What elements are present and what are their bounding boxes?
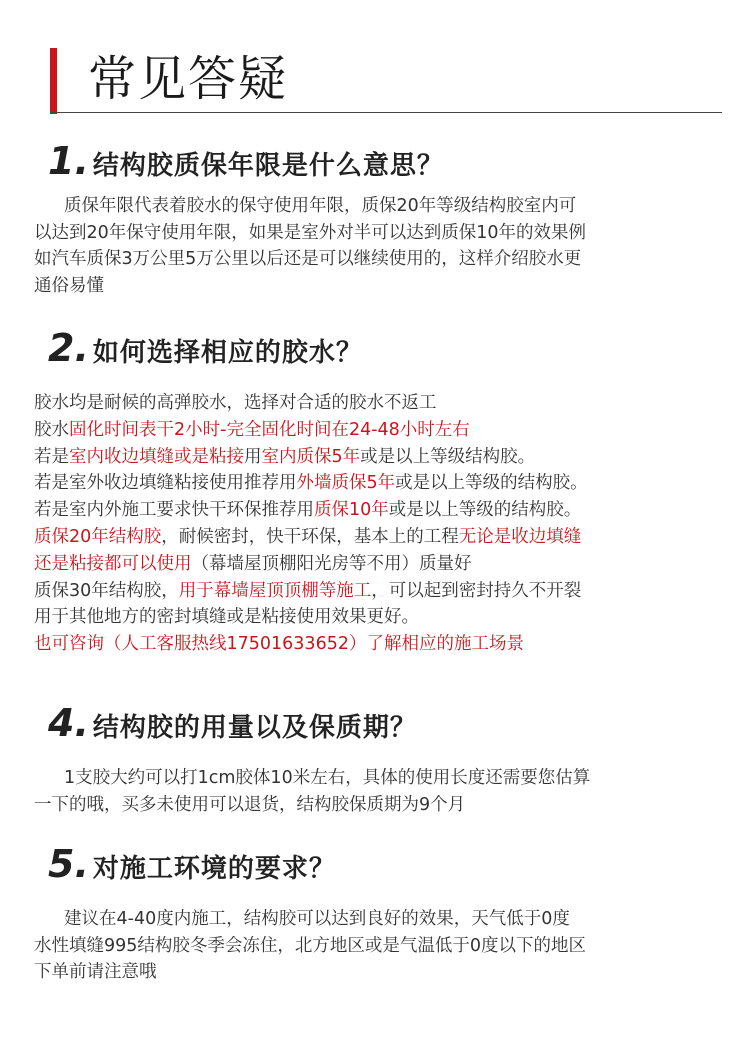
answer-5-line: 建议在4-40度内施工，结构胶可以达到良好的效果，天气低于0度 <box>64 909 570 929</box>
answer-1-line: 如汽车质保3万公里5万公里以后还是可以继续使用的，这样介绍胶水更 <box>34 249 582 269</box>
question-4-number: 4. <box>48 701 89 745</box>
answer-2-text: 质保30年结构胶， <box>34 580 179 601</box>
answer-2-text: 或是以上等级结构胶。 <box>360 446 536 467</box>
answer-2-line <box>34 524 588 551</box>
answer-2-line <box>34 578 588 605</box>
answer-2-highlight: 无论是收边填缝 <box>458 526 582 547</box>
question-4-heading <box>48 701 417 750</box>
answer-2-text: 胶水 <box>34 419 69 440</box>
faq-header <box>50 44 722 114</box>
answer-2-line <box>34 470 588 497</box>
answer-2-line: 用于其他地方的密封填缝或是粘接使用效果更好。 <box>34 607 419 628</box>
header-divider <box>50 112 722 113</box>
answer-1 <box>34 193 586 299</box>
answer-2-highlight: 室内质保5年 <box>261 446 361 467</box>
answer-2-line <box>34 551 588 578</box>
answer-2-highlight: 外墙质保5年 <box>296 473 396 494</box>
hotline-note: 也可咨询（人工客服热线17501633652）了解相应的施工场景 <box>34 634 524 655</box>
answer-2-highlight: 质保20年结构胶 <box>34 526 162 547</box>
answer-2-line <box>34 417 588 444</box>
answer-2-text: 或是以上等级的结构胶。 <box>388 500 582 521</box>
answer-2-text: ，耐候密封，快干环保，基本上的工程 <box>161 526 459 547</box>
answer-2-highlight: 室内收边填缝或是粘接 <box>69 446 244 467</box>
question-5-title: 对施工环境的要求？ <box>92 854 336 884</box>
answer-2-highlight: 质保10年 <box>314 500 389 521</box>
answer-2-text: 用 <box>244 446 262 467</box>
answer-4-line: 一下的哦，买多未使用可以退货，结构胶保质期为9个月 <box>34 794 466 815</box>
answer-2-line <box>34 497 588 524</box>
answer-2-text: ，可以起到密封持久不开裂 <box>371 580 582 601</box>
question-2-number: 2. <box>48 326 89 370</box>
answer-5-line: 下单前请注意哦 <box>34 962 157 982</box>
answer-5-line: 水性填缝995结构胶冬季会冻住，北方地区或是气温低于0度以下的地区 <box>34 935 587 956</box>
header-accent-bar <box>50 48 57 114</box>
answer-5 <box>34 906 586 986</box>
answer-2-highlight: 固化时间表干2小时-完全固化时间在24-48小时左右 <box>69 419 470 440</box>
answer-2-highlight: 还是粘接都可以使用 <box>34 553 192 574</box>
page-title: 常见答疑 <box>88 51 289 107</box>
question-2-title: 如何选择相应的胶水？ <box>92 338 363 368</box>
question-4-title: 结构胶的用量以及保质期？ <box>92 713 417 743</box>
answer-4 <box>34 765 590 818</box>
answer-1-line: 通俗易懂 <box>34 275 104 296</box>
answer-2-text: 或是以上等级的结构胶。 <box>395 473 588 494</box>
question-5-number: 5. <box>48 842 89 886</box>
question-1-number: 1. <box>48 139 89 183</box>
answer-2-text: 若是室外收边填缝粘接使用推荐用 <box>34 473 297 494</box>
question-1-title: 结构胶质保年限是什么意思？ <box>92 151 444 181</box>
question-2-heading <box>48 326 363 375</box>
question-5-heading <box>48 842 336 891</box>
answer-2-text: 若是 <box>34 446 69 467</box>
answer-2-line <box>34 444 588 471</box>
answer-2-text: 若是室内外施工要求快干环保推荐用 <box>34 500 314 521</box>
question-1-heading <box>48 139 444 188</box>
answer-2-line: 胶水均是耐候的高弹胶水，选择对合适的胶水不返工 <box>34 393 437 413</box>
answer-4-line: 1支胶大约可以打1cm胶体10米左右，具体的使用长度还需要您估算 <box>64 768 591 788</box>
answer-2-text: （幕墙屋顶棚阳光房等不用）质量好 <box>191 553 472 574</box>
answer-2-highlight: 用于幕墙屋顶顶棚等施工 <box>178 580 372 601</box>
answer-2 <box>34 390 588 658</box>
answer-1-line: 质保年限代表着胶水的保守使用年限，质保20年等级结构胶室内可 <box>64 196 577 216</box>
answer-1-line: 以达到20年保守使用年限，如果是室外对半可以达到质保10年的效果例 <box>34 222 587 243</box>
